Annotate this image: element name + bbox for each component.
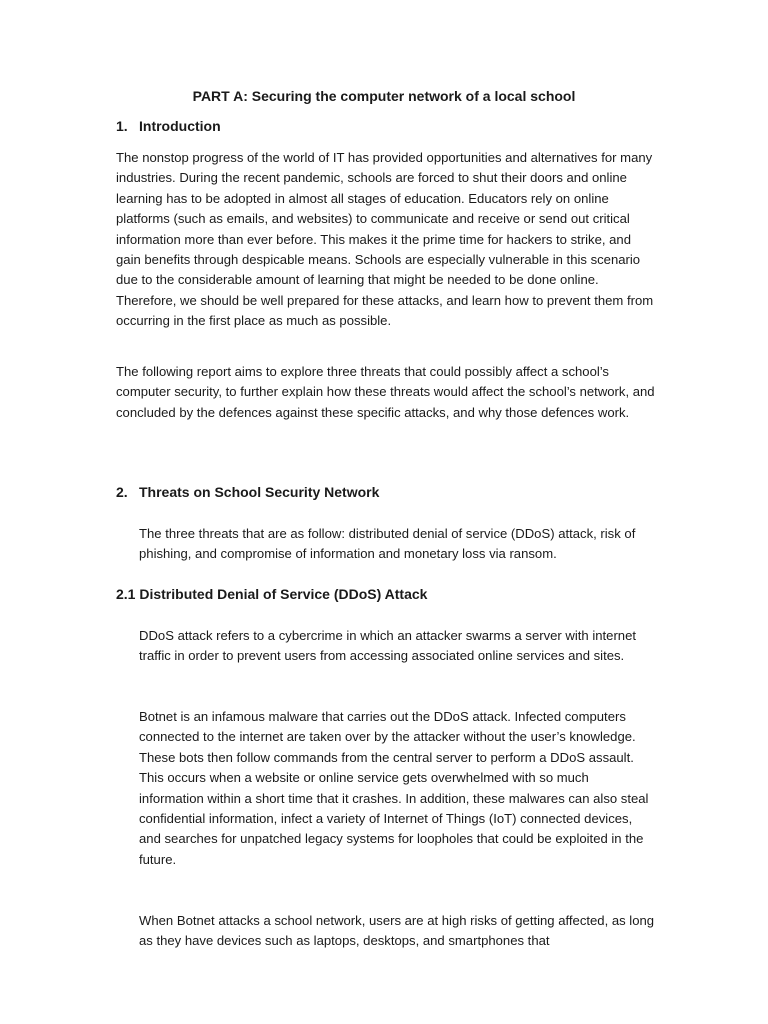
paragraph-ddos-1: DDoS attack refers to a cybercrime in which an attacker swarms a server with internet traffic in order to prevent users from accessing associated online services and sites.: [139, 628, 637, 664]
document-title: PART A: Securing the computer network of a local school: [192, 88, 576, 104]
section-number: 1.: [116, 118, 128, 134]
paragraph-threats-1: The three threats that are as follow: distributed denial of service (DDoS) attack, risk of phishing, and compromise of information and monetary loss via ransom.: [139, 526, 636, 562]
subsection-heading-ddos: 2.1 Distributed Denial of Service (DDoS) Attack: [116, 586, 428, 602]
paragraph-ddos-2: Botnet is an infamous malware that carries out the DDoS attack. Infected computers connected to the internet are taken over by the attacker without the user’s knowledge. These bots then follow commands from the central server to perform a DDoS assault. This occurs when a website or online service gets overwhelmed with so much information within a short time that it crashes. In addition, these malwares can also steal confidential information, infect a variety of Internet of Things (IoT) connected devices, and searches for unpatched legacy systems for loopholes that could be exploited in the future.: [139, 709, 649, 867]
paragraph-ddos-3: When Botnet attacks a school network, users are at high risks of getting affected, as long as they have devices such as laptops, desktops, and smartphones that: [139, 913, 655, 949]
section-heading-text: Introduction: [139, 118, 221, 134]
paragraph-intro-2: The following report aims to explore three threats that could possibly affect a school’s computer security, to further explain how these threats would affect the school’s network, and concluded by the defences against these specific attacks, and why those defences work.: [116, 364, 655, 420]
paragraph-intro-1: The nonstop progress of the world of IT has provided opportunities and alternatives for many industries. During the recent pandemic, schools are forced to shut their doors and online learning has to be adopted in almost all stages of education. Educators rely on online platforms (such as emails, and websites) to communicate and receive or send out critical information more than ever before. This makes it the prime time for hackers to strike, and gain benefits through despicable means. Schools are especially vulnerable in this scenario due to the considerable amount of learning that might be needed to be done online. Therefore, we should be well prepared for these attacks, and learn how to prevent them from occurring in the first place as much as possible.: [116, 150, 654, 329]
section-heading-introduction: [116, 117, 221, 135]
section-number: 2.: [116, 484, 128, 500]
section-heading-threats: [116, 483, 379, 501]
section-heading-text: Threats on School Security Network: [139, 484, 380, 500]
